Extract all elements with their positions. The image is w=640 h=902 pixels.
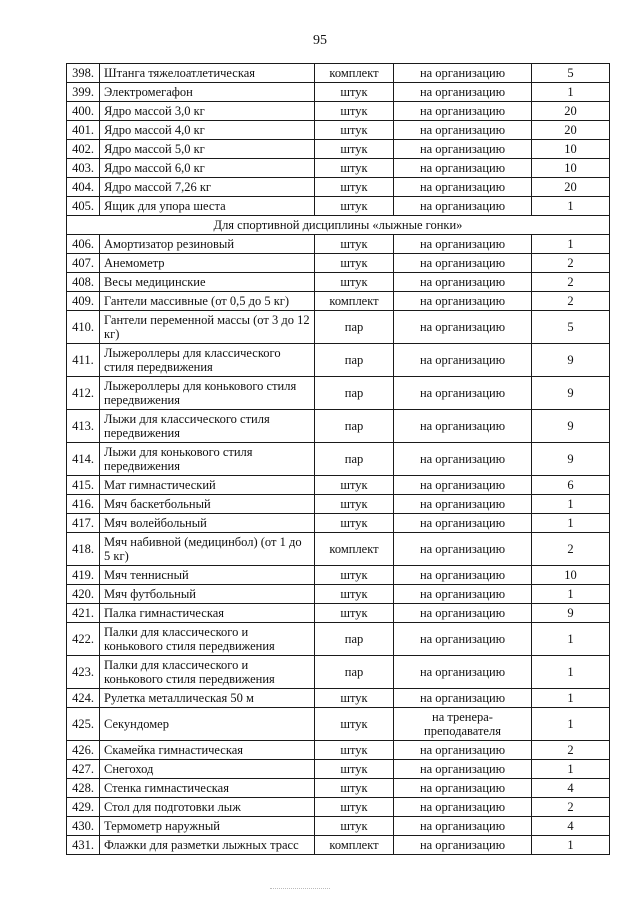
section-header-row: [67, 216, 610, 235]
item-quantity: 5: [532, 64, 610, 83]
item-name: Электромегафон: [100, 83, 315, 102]
item-unit: штук: [315, 140, 394, 159]
table-row: [67, 708, 610, 741]
item-unit: штук: [315, 566, 394, 585]
item-unit: штук: [315, 495, 394, 514]
table-row: [67, 689, 610, 708]
item-unit: комплект: [315, 292, 394, 311]
item-unit: штук: [315, 159, 394, 178]
item-quantity: 9: [532, 377, 610, 410]
item-name: Скамейка гимнастическая: [100, 741, 315, 760]
table-row: [67, 197, 610, 216]
item-unit: штук: [315, 798, 394, 817]
table-row: [67, 656, 610, 689]
table-row: [67, 760, 610, 779]
table-row: [67, 159, 610, 178]
row-number: 408.: [67, 273, 100, 292]
row-number: 405.: [67, 197, 100, 216]
row-number: 402.: [67, 140, 100, 159]
table-row: [67, 566, 610, 585]
item-name: Мат гимнастический: [100, 476, 315, 495]
row-number: 400.: [67, 102, 100, 121]
item-quantity: 1: [532, 514, 610, 533]
row-number: 401.: [67, 121, 100, 140]
item-name: Термометр наружный: [100, 817, 315, 836]
item-quantity: 2: [532, 798, 610, 817]
item-purpose: на тренера-преподавателя: [394, 708, 532, 741]
item-quantity: 10: [532, 140, 610, 159]
table-row: [67, 798, 610, 817]
table-row: [67, 311, 610, 344]
item-name: Лыжероллеры для конькового стиля передвижения: [100, 377, 315, 410]
item-unit: штук: [315, 817, 394, 836]
item-quantity: 20: [532, 178, 610, 197]
row-number: 427.: [67, 760, 100, 779]
item-purpose: на организацию: [394, 121, 532, 140]
table-row: [67, 476, 610, 495]
item-unit: штук: [315, 708, 394, 741]
item-purpose: на организацию: [394, 254, 532, 273]
item-quantity: 9: [532, 344, 610, 377]
item-purpose: на организацию: [394, 197, 532, 216]
item-quantity: 2: [532, 741, 610, 760]
item-name: Палки для классического и конькового стиля передвижения: [100, 623, 315, 656]
item-quantity: 1: [532, 623, 610, 656]
table-row: [67, 604, 610, 623]
item-purpose: на организацию: [394, 514, 532, 533]
row-number: 429.: [67, 798, 100, 817]
item-name: Ядро массой 4,0 кг: [100, 121, 315, 140]
item-quantity: 1: [532, 83, 610, 102]
row-number: 403.: [67, 159, 100, 178]
item-quantity: 4: [532, 817, 610, 836]
item-name: Амортизатор резиновый: [100, 235, 315, 254]
item-purpose: на организацию: [394, 760, 532, 779]
item-name: Мяч футбольный: [100, 585, 315, 604]
item-purpose: на организацию: [394, 410, 532, 443]
item-purpose: на организацию: [394, 83, 532, 102]
table-row: [67, 741, 610, 760]
row-number: 416.: [67, 495, 100, 514]
item-quantity: 1: [532, 708, 610, 741]
item-purpose: на организацию: [394, 377, 532, 410]
item-purpose: на организацию: [394, 64, 532, 83]
item-purpose: на организацию: [394, 817, 532, 836]
item-purpose: на организацию: [394, 585, 532, 604]
row-number: 422.: [67, 623, 100, 656]
page-number: 95: [313, 33, 327, 48]
table-row: [67, 410, 610, 443]
item-purpose: на организацию: [394, 273, 532, 292]
table-row: [67, 235, 610, 254]
item-purpose: на организацию: [394, 779, 532, 798]
item-unit: штук: [315, 273, 394, 292]
item-unit: пар: [315, 623, 394, 656]
item-quantity: 5: [532, 311, 610, 344]
item-purpose: на организацию: [394, 159, 532, 178]
item-unit: штук: [315, 779, 394, 798]
row-number: 406.: [67, 235, 100, 254]
item-unit: комплект: [315, 533, 394, 566]
row-number: 421.: [67, 604, 100, 623]
item-name: Анемометр: [100, 254, 315, 273]
item-unit: штук: [315, 760, 394, 779]
item-unit: штук: [315, 83, 394, 102]
item-unit: штук: [315, 514, 394, 533]
item-purpose: на организацию: [394, 623, 532, 656]
item-unit: штук: [315, 604, 394, 623]
item-quantity: 6: [532, 476, 610, 495]
item-purpose: на организацию: [394, 292, 532, 311]
item-quantity: 10: [532, 566, 610, 585]
table-row: [67, 292, 610, 311]
item-purpose: на организацию: [394, 689, 532, 708]
item-quantity: 10: [532, 159, 610, 178]
item-unit: штук: [315, 178, 394, 197]
item-unit: штук: [315, 689, 394, 708]
item-name: Палки для классического и конькового стиля передвижения: [100, 656, 315, 689]
table-row: [67, 83, 610, 102]
item-quantity: 2: [532, 254, 610, 273]
item-name: Палка гимнастическая: [100, 604, 315, 623]
table-row: [67, 140, 610, 159]
section-title: Для спортивной дисциплины «лыжные гонки»: [67, 216, 610, 235]
item-unit: пар: [315, 410, 394, 443]
item-purpose: на организацию: [394, 311, 532, 344]
table-row: [67, 178, 610, 197]
item-unit: штук: [315, 121, 394, 140]
table-row: [67, 102, 610, 121]
item-unit: комплект: [315, 836, 394, 855]
item-purpose: на организацию: [394, 344, 532, 377]
table-row: [67, 533, 610, 566]
item-purpose: на организацию: [394, 798, 532, 817]
item-quantity: 2: [532, 292, 610, 311]
item-name: Весы медицинские: [100, 273, 315, 292]
item-name: Снегоход: [100, 760, 315, 779]
item-unit: штук: [315, 235, 394, 254]
row-number: 419.: [67, 566, 100, 585]
item-purpose: на организацию: [394, 836, 532, 855]
row-number: 409.: [67, 292, 100, 311]
item-unit: пар: [315, 377, 394, 410]
item-name: Рулетка металлическая 50 м: [100, 689, 315, 708]
item-purpose: на организацию: [394, 495, 532, 514]
item-name: Ядро массой 5,0 кг: [100, 140, 315, 159]
row-number: 410.: [67, 311, 100, 344]
item-name: Мяч волейбольный: [100, 514, 315, 533]
item-name: Гантели переменной массы (от 3 до 12 кг): [100, 311, 315, 344]
table-row: [67, 121, 610, 140]
item-purpose: на организацию: [394, 178, 532, 197]
row-number: 425.: [67, 708, 100, 741]
row-number: 415.: [67, 476, 100, 495]
table-row: [67, 836, 610, 855]
item-name: Штанга тяжелоатлетическая: [100, 64, 315, 83]
row-number: 430.: [67, 817, 100, 836]
item-unit: штук: [315, 254, 394, 273]
item-purpose: на организацию: [394, 741, 532, 760]
item-name: Лыжероллеры для классического стиля передвижения: [100, 344, 315, 377]
item-name: Ящик для упора шеста: [100, 197, 315, 216]
item-quantity: 1: [532, 760, 610, 779]
item-name: Ядро массой 3,0 кг: [100, 102, 315, 121]
row-number: 431.: [67, 836, 100, 855]
row-number: 398.: [67, 64, 100, 83]
item-purpose: на организацию: [394, 476, 532, 495]
row-number: 413.: [67, 410, 100, 443]
item-unit: комплект: [315, 64, 394, 83]
item-unit: пар: [315, 311, 394, 344]
item-unit: штук: [315, 476, 394, 495]
item-quantity: 1: [532, 197, 610, 216]
table-row: [67, 623, 610, 656]
item-quantity: 9: [532, 604, 610, 623]
item-unit: пар: [315, 443, 394, 476]
row-number: 420.: [67, 585, 100, 604]
row-number: 407.: [67, 254, 100, 273]
item-quantity: 1: [532, 585, 610, 604]
item-quantity: 1: [532, 836, 610, 855]
row-number: 426.: [67, 741, 100, 760]
item-name: Мяч набивной (медицинбол) (от 1 до 5 кг): [100, 533, 315, 566]
item-name: Лыжи для классического стиля передвижения: [100, 410, 315, 443]
item-quantity: 9: [532, 410, 610, 443]
table-row: [67, 344, 610, 377]
row-number: 423.: [67, 656, 100, 689]
item-name: Лыжи для конькового стиля передвижения: [100, 443, 315, 476]
item-purpose: на организацию: [394, 533, 532, 566]
table-row: [67, 585, 610, 604]
item-name: Мяч баскетбольный: [100, 495, 315, 514]
item-name: Стол для подготовки лыж: [100, 798, 315, 817]
row-number: 399.: [67, 83, 100, 102]
item-purpose: на организацию: [394, 604, 532, 623]
item-name: Ядро массой 7,26 кг: [100, 178, 315, 197]
item-name: Секундомер: [100, 708, 315, 741]
row-number: 424.: [67, 689, 100, 708]
item-quantity: 20: [532, 102, 610, 121]
row-number: 411.: [67, 344, 100, 377]
item-purpose: на организацию: [394, 443, 532, 476]
item-quantity: 2: [532, 533, 610, 566]
item-purpose: на организацию: [394, 140, 532, 159]
table-row: [67, 817, 610, 836]
table-row: [67, 273, 610, 292]
item-quantity: 4: [532, 779, 610, 798]
item-quantity: 2: [532, 273, 610, 292]
table-row: [67, 443, 610, 476]
item-quantity: 1: [532, 235, 610, 254]
item-unit: штук: [315, 741, 394, 760]
row-number: 414.: [67, 443, 100, 476]
row-number: 412.: [67, 377, 100, 410]
item-purpose: на организацию: [394, 102, 532, 121]
item-purpose: на организацию: [394, 656, 532, 689]
item-unit: штук: [315, 585, 394, 604]
item-name: Ядро массой 6,0 кг: [100, 159, 315, 178]
item-quantity: 1: [532, 495, 610, 514]
item-name: Гантели массивные (от 0,5 до 5 кг): [100, 292, 315, 311]
row-number: 417.: [67, 514, 100, 533]
table-row: [67, 495, 610, 514]
item-quantity: 9: [532, 443, 610, 476]
item-name: Флажки для разметки лыжных трасс: [100, 836, 315, 855]
item-unit: пар: [315, 656, 394, 689]
item-unit: пар: [315, 344, 394, 377]
item-quantity: 1: [532, 689, 610, 708]
item-quantity: 20: [532, 121, 610, 140]
item-quantity: 1: [532, 656, 610, 689]
item-name: Мяч теннисный: [100, 566, 315, 585]
equipment-table: [66, 63, 610, 855]
item-unit: штук: [315, 102, 394, 121]
table-row: [67, 779, 610, 798]
item-name: Стенка гимнастическая: [100, 779, 315, 798]
scan-mark: [270, 888, 330, 892]
table-row: [67, 64, 610, 83]
row-number: 404.: [67, 178, 100, 197]
row-number: 428.: [67, 779, 100, 798]
item-purpose: на организацию: [394, 235, 532, 254]
table-row: [67, 514, 610, 533]
table-row: [67, 377, 610, 410]
item-purpose: на организацию: [394, 566, 532, 585]
table-row: [67, 254, 610, 273]
row-number: 418.: [67, 533, 100, 566]
item-unit: штук: [315, 197, 394, 216]
